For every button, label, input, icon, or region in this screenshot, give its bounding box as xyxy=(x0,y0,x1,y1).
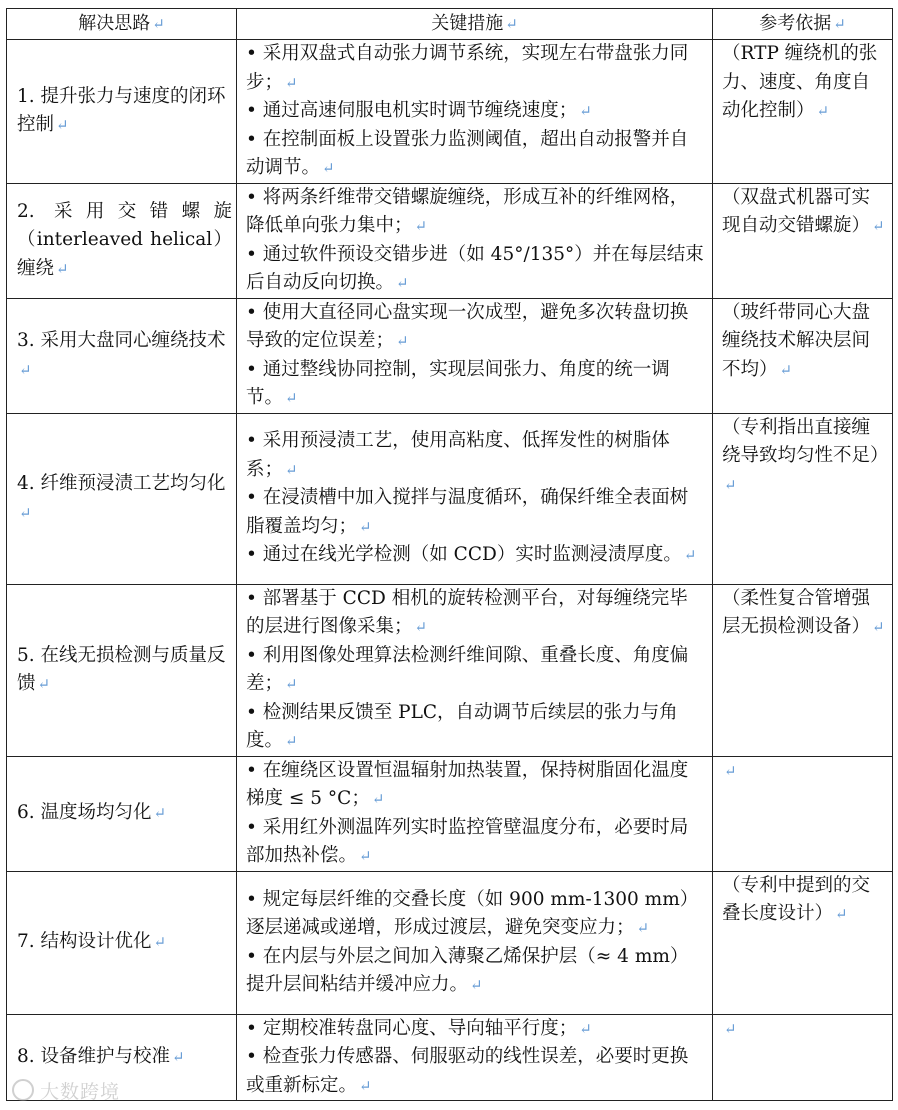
table-row xyxy=(7,183,893,298)
idea-cell: 6. 温度场均匀化 ↵ xyxy=(7,756,237,871)
table-row xyxy=(7,413,893,584)
measure-item: • 通过高速伺服电机实时调节缠绕速度； ↵ xyxy=(246,100,592,121)
return-mark: ↵ xyxy=(470,976,483,994)
return-mark: ↵ xyxy=(322,159,335,177)
header-col-measures: 关键措施 ↵ xyxy=(237,9,713,40)
table-row xyxy=(7,40,893,184)
return-mark: ↵ xyxy=(285,732,298,750)
return-mark: ↵ xyxy=(505,15,518,33)
table-header-row xyxy=(7,9,893,40)
measures-cell xyxy=(237,40,713,184)
return-mark: ↵ xyxy=(724,761,737,780)
return-mark: ↵ xyxy=(396,332,409,350)
solutions-table xyxy=(6,8,893,1101)
measure-item: • 采用红外测温阵列实时监控管壁温度分布，必要时局部加热补偿。 ↵ xyxy=(246,816,689,866)
measure-item: • 利用图像处理算法检测纤维间隙、重叠长度、角度偏差； ↵ xyxy=(246,644,689,694)
return-mark: ↵ xyxy=(359,517,372,536)
measures-cell xyxy=(237,756,713,871)
return-mark: ↵ xyxy=(724,475,737,494)
table-row xyxy=(7,584,893,756)
measure-item: • 在浸渍槽中加入搅拌与温度循环，确保纤维全表面树脂覆盖均匀； ↵ xyxy=(246,487,689,537)
measure-item: • 通过软件预设交错步进（如 45°/135°）并在每层结束后自动反向切换。 ↵ xyxy=(246,243,704,293)
return-mark: ↵ xyxy=(724,1019,737,1038)
reference-cell: （专利指出直接缠绕导致均匀性不足）↵ xyxy=(713,413,893,584)
measure-item: • 采用双盘式自动张力调节系统，实现左右带盘张力同步； ↵ xyxy=(246,43,689,93)
measure-item: • 采用预浸渍工艺，使用高粘度、低挥发性的树脂体系； ↵ xyxy=(246,430,670,480)
measure-item: • 通过整线协同控制，实现层间张力、角度的统一调节。 ↵ xyxy=(246,358,670,408)
idea-cell: 5. 在线无损检测与质量反馈 ↵ xyxy=(7,584,237,756)
measure-item: • 在内层与外层之间加入薄聚乙烯保护层（≈ 4 mm）提升层间粘结并缓冲应力。 ↵ xyxy=(246,945,689,995)
return-mark: ↵ xyxy=(579,1019,592,1038)
watermark: 大数跨境 xyxy=(12,1077,120,1104)
return-mark: ↵ xyxy=(285,675,298,693)
reference-cell: （柔性复合管增强层无损检测设备） ↵ xyxy=(713,584,893,756)
reference-cell xyxy=(713,756,893,871)
header-col-reference: 参考依据 ↵ xyxy=(713,9,893,40)
table-row xyxy=(7,298,893,413)
return-mark: ↵ xyxy=(152,15,165,33)
return-mark: ↵ xyxy=(636,919,650,937)
idea-cell: 2. 采用交错螺旋（interleaved helical）缠绕 ↵ xyxy=(7,183,237,298)
measures-cell xyxy=(237,1014,713,1101)
measures-cell xyxy=(237,183,713,298)
idea-cell: 4. 纤维预浸渍工艺均匀化↵ xyxy=(7,413,237,584)
reference-cell: （双盘式机器可实现自动交错螺旋） ↵ xyxy=(713,183,893,298)
measure-item: • 在缠绕区设置恒温辐射加热装置，保持树脂固化温度梯度 ≤ 5 °C； ↵ xyxy=(246,759,689,809)
measure-item: • 检查张力传感器、伺服驱动的线性误差，必要时更换或重新标定。 ↵ xyxy=(246,1046,689,1096)
return-mark: ↵ xyxy=(579,102,592,120)
return-mark: ↵ xyxy=(414,618,428,636)
return-mark: ↵ xyxy=(19,503,32,522)
measure-item: • 在控制面板上设置张力监测阈值，超出自动报警并自动调节。 ↵ xyxy=(246,128,689,178)
measure-item: • 定期校准转盘同心度、导向轴平行度； ↵ xyxy=(246,1017,592,1039)
return-mark: ↵ xyxy=(37,675,51,693)
idea-cell: 7. 结构设计优化 ↵ xyxy=(7,871,237,1014)
return-mark: ↵ xyxy=(872,618,885,636)
measure-item: • 通过在线光学检测（如 CCD）实时监测浸渍厚度。 ↵ xyxy=(246,544,697,566)
return-mark: ↵ xyxy=(285,73,298,92)
return-mark: ↵ xyxy=(816,102,830,120)
reference-cell xyxy=(713,1014,893,1101)
measure-item: • 使用大直径同心盘实现一次成型，避免多次转盘切换导致的定位误差； ↵ xyxy=(246,301,689,351)
header-col-idea: 解决思路 ↵ xyxy=(7,9,237,40)
return-mark: ↵ xyxy=(285,389,298,407)
measure-item: • 将两条纤维带交错螺旋缠绕，形成互补的纤维网格，降低单向张力集中； ↵ xyxy=(246,186,689,236)
measure-item: • 部署基于 CCD 相机的旋转检测平台，对每缠绕完毕的层进行图像采集； ↵ xyxy=(246,587,688,637)
reference-cell: （专利中提到的交叠长度设计） ↵ xyxy=(713,871,893,1014)
return-mark: ↵ xyxy=(19,360,32,379)
return-mark: ↵ xyxy=(172,1048,185,1066)
return-mark: ↵ xyxy=(396,274,409,292)
return-mark: ↵ xyxy=(414,217,428,235)
return-mark: ↵ xyxy=(833,15,846,33)
table-row xyxy=(7,1014,893,1101)
return-mark: ↵ xyxy=(359,1076,372,1095)
table-row xyxy=(7,756,893,871)
return-mark: ↵ xyxy=(285,460,298,479)
measure-item: • 检测结果反馈至 PLC，自动调节后续层的张力与角度。 ↵ xyxy=(246,701,678,751)
measures-cell xyxy=(237,413,713,584)
return-mark: ↵ xyxy=(835,905,848,923)
idea-cell: 8. 设备维护与校准 ↵ xyxy=(7,1014,237,1101)
idea-cell: 3. 采用大盘同心缠绕技术↵ xyxy=(7,298,237,413)
measures-cell xyxy=(237,298,713,413)
reference-cell: （RTP 缠绕机的张力、速度、角度自动化控制） ↵ xyxy=(713,40,893,184)
return-mark: ↵ xyxy=(56,116,69,135)
measures-cell xyxy=(237,584,713,756)
measures-cell xyxy=(237,871,713,1014)
reference-cell: （玻纤带同心大盘缠绕技术解决层间不均） ↵ xyxy=(713,298,893,413)
return-mark: ↵ xyxy=(359,847,372,865)
return-mark: ↵ xyxy=(153,804,167,823)
idea-cell: 1. 提升张力与速度的闭环控制 ↵ xyxy=(7,40,237,184)
measure-item: • 规定每层纤维的交叠长度（如 900 mm-1300 mm）逐层递减或递增，形成过渡层，避免突变应力； ↵ xyxy=(246,888,699,938)
return-mark: ↵ xyxy=(683,546,697,565)
return-mark: ↵ xyxy=(872,217,885,235)
watermark-logo-icon xyxy=(12,1079,34,1101)
return-mark: ↵ xyxy=(371,790,385,808)
return-mark: ↵ xyxy=(153,933,167,952)
return-mark: ↵ xyxy=(56,259,69,278)
table-row xyxy=(7,871,893,1014)
return-mark: ↵ xyxy=(779,360,793,379)
